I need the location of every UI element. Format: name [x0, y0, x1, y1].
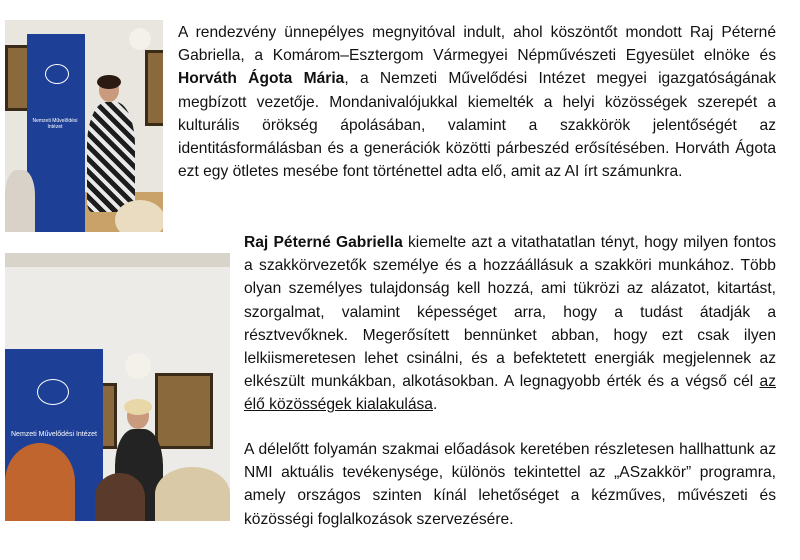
text: , a Nemzeti Művelődési Intézet megyei igazgatóságának megbízott vezetője. Mondanivalójukkal kiemelték a helyi közösségek szerepét a kulturális örökség ápolásában, valamint a szakkörök jelentőségét az identitásformálásban és a generációk közötti párbeszéd erősítésében. Horváth Ágota ezt egy ötletes mesébe font történettel adta elő, amit az AI írt számunkra. [178, 70, 776, 181]
photo-second-speech [5, 253, 230, 521]
banner-text: Nemzeti Művelődési Intézet [11, 431, 97, 438]
audience [115, 200, 163, 232]
bold-name: Raj Péterné Gabriella [244, 234, 403, 251]
audience [95, 473, 145, 521]
audience [5, 170, 35, 232]
audience [155, 467, 230, 521]
paragraph-opening [178, 21, 776, 183]
lamp [129, 28, 151, 50]
audience [5, 443, 75, 521]
wall-picture [155, 373, 213, 449]
wall-picture [145, 50, 163, 126]
text: . [432, 396, 438, 414]
paragraph-raj [244, 231, 776, 417]
lamp [125, 353, 151, 379]
underlined-text: az élő közösségek kialakulása [244, 373, 776, 414]
speaker-hair [97, 75, 121, 89]
logo-icon [37, 379, 69, 405]
photo-opening-speech [5, 20, 163, 232]
bold-name: Horváth Ágota Mária [178, 70, 345, 88]
logo-icon [45, 64, 69, 84]
text: A délelőtt folyamán szakmai előadások keretében részletesen hallhattunk az NMI aktuális tevékenysége, különös tekintettel az „ASzakkör” programra, amely országos szinten kínál lehetőséget a kézműves, művészeti és közösségi foglalkozások szervezésére. [244, 441, 776, 528]
ceiling [5, 253, 230, 267]
banner-text: Nemzeti Művelődési Intézet [32, 118, 78, 130]
institute-banner [27, 34, 85, 232]
text: A rendezvény ünnepélyes megnyitóval indult, ahol köszöntőt mondott Raj Péterné Gabriella, a Komárom–Esztergom Vármegyei Népművészeti Egyesület elnöke és [178, 24, 776, 65]
paragraph-lectures [244, 438, 776, 531]
speaker [87, 102, 135, 212]
speaker-hair [124, 399, 152, 415]
text: kiemelte azt a vitathatatlan tényt, hogy milyen fontos a szakkörvezetők személye és a hozzáállásuk a szakköri munkához. Több olyan személyes tulajdonság kell hozzá, ami tükrözi az alázatot, kitartást, szorgalmat, valamint képességet arra, hogy a tudást átadják a résztvevőknek. Megerősített bennünket abban, hogy ezt csak ilyen lelkiismeretesen lehet csinálni, és a befektetett energiák megjelennek az elkészült munkákban, alkotásokban. A legnagyobb érték és a végső cél [244, 234, 776, 391]
